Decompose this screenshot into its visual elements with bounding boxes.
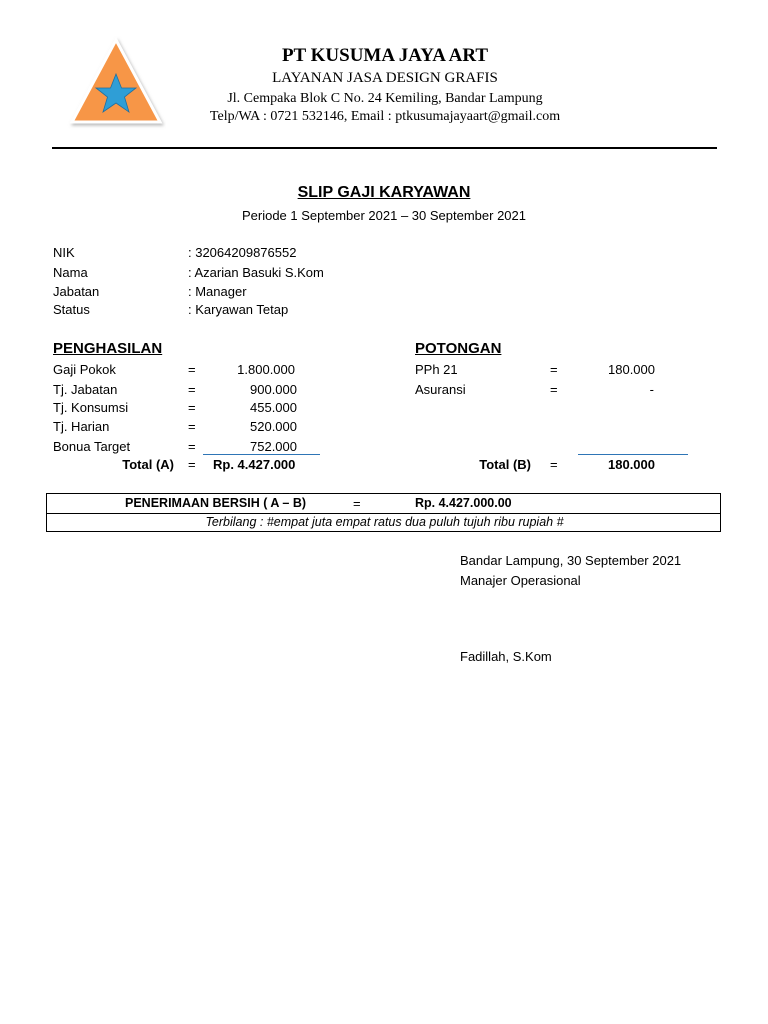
- earnings-row-eq: =: [188, 419, 196, 434]
- slip-title: SLIP GAJI KARYAWAN: [297, 184, 471, 201]
- earnings-row-amount: 520.000: [250, 419, 297, 434]
- employee-label-jabatan: Jabatan: [53, 284, 100, 299]
- signature-role: Manajer Operasional: [460, 573, 581, 588]
- deductions-row-eq: =: [550, 362, 558, 377]
- earnings-row-amount: 1.800.000: [237, 362, 295, 377]
- net-income-spelled: Terbilang : #empat juta empat ratus dua puluh tujuh ribu rupiah #: [205, 515, 564, 529]
- employee-label-status: Status: [53, 302, 90, 317]
- earnings-row-label: Gaji Pokok: [53, 362, 116, 377]
- deductions-row-amount: 180.000: [608, 362, 655, 377]
- letterhead-divider: [52, 147, 717, 149]
- signature-place-date: Bandar Lampung, 30 September 2021: [460, 553, 682, 568]
- earnings-sum-line: [203, 454, 320, 455]
- earnings-row-amount: 900.000: [250, 382, 297, 397]
- net-income-label: PENERIMAAN BERSIH ( A – B): [125, 496, 307, 510]
- slip-period: Periode 1 September 2021 – 30 September 2021: [241, 208, 527, 223]
- company-name: PT KUSUMA JAYA ART: [281, 45, 489, 66]
- signature-name: Fadillah, S.Kom: [460, 649, 552, 664]
- earnings-row-eq: =: [188, 400, 196, 415]
- deductions-row-label: PPh 21: [415, 362, 458, 377]
- net-income-eq: =: [353, 496, 361, 511]
- earnings-row-label: Tj. Harian: [53, 419, 110, 434]
- deductions-total-eq: =: [550, 457, 558, 472]
- earnings-row-label: Tj. Jabatan: [53, 382, 118, 397]
- employee-label-nama: Nama: [53, 265, 88, 280]
- deductions-heading: POTONGAN: [415, 340, 502, 357]
- earnings-heading: PENGHASILAN: [53, 340, 163, 357]
- earnings-row-label: Tj. Konsumsi: [53, 400, 129, 415]
- deductions-row-amount: -: [649, 382, 654, 397]
- company-tagline: LAYANAN JASA DESIGN GRAFIS: [272, 70, 498, 86]
- earnings-row-eq: =: [188, 382, 196, 397]
- company-address: Jl. Cempaka Blok C No. 24 Kemiling, Bandar Lampung: [227, 91, 543, 106]
- employee-label-nik: NIK: [53, 245, 75, 260]
- company-logo-icon: [66, 36, 166, 132]
- earnings-row-eq: =: [188, 362, 196, 377]
- employee-value-nama: : Azarian Basuki S.Kom: [188, 265, 324, 280]
- deductions-total-amount: 180.000: [608, 457, 655, 472]
- deductions-row-eq: =: [550, 382, 558, 397]
- net-income-box: [46, 493, 721, 532]
- earnings-row-eq: =: [188, 439, 196, 454]
- earnings-row-amount: 752.000: [250, 439, 297, 454]
- deductions-row-label: Asuransi: [415, 382, 466, 397]
- net-income-amount: Rp. 4.427.000.00: [415, 496, 512, 510]
- deductions-sum-line: [578, 454, 688, 455]
- company-contact: Telp/WA : 0721 532146, Email : ptkusumajayaart@gmail.com: [209, 109, 561, 124]
- employee-value-nik: : 32064209876552: [188, 245, 297, 260]
- earnings-row-label: Bonua Target: [53, 439, 131, 454]
- earnings-total-amount: Rp. 4.427.000: [213, 457, 296, 472]
- earnings-total-label: Total (A): [122, 457, 174, 472]
- earnings-total-eq: =: [188, 457, 196, 472]
- employee-value-status: : Karyawan Tetap: [188, 302, 289, 317]
- earnings-row-amount: 455.000: [250, 400, 297, 415]
- net-income-divider: [47, 513, 720, 514]
- employee-value-jabatan: : Manager: [188, 284, 247, 299]
- deductions-total-label: Total (B): [479, 457, 531, 472]
